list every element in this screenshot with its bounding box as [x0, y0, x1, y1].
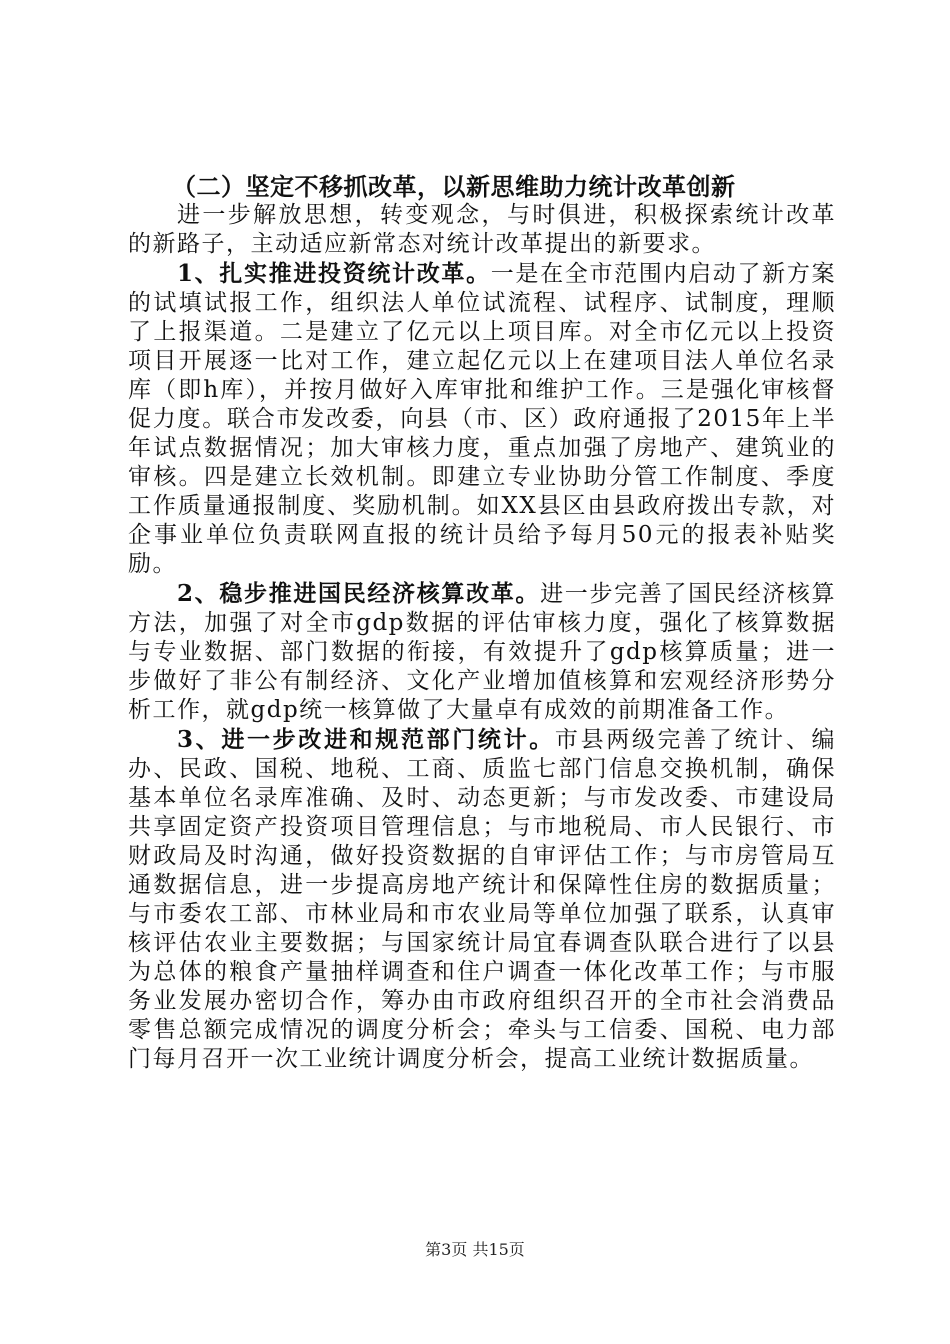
paragraph-department-statistics — [128, 725, 836, 1074]
paragraph-body: 进一步完善了国民经济核算方法，加强了对全市gdp数据的评估审核力度，强化了核算数据与专业数据、部门数据的衔接，有效提升了gdp核算质量；进一步做好了非公有制经济、文化产业增加值核算和宏观经济形势分析工作，就gdp统一核算做了大量卓有成效的前期准备工作。 — [128, 581, 836, 723]
intro-paragraph: 进一步解放思想，转变观念，与时俱进，积极探索统计改革的新路子，主动适应新常态对统计改革提出的新要求。 — [128, 202, 836, 257]
paragraph-title: 2、稳步推进国民经济核算改革。 — [177, 580, 541, 607]
paragraph-body: 市县两级完善了统计、编办、民政、国税、地税、工商、质监七部门信息交换机制，确保基本单位名录库准确、及时、动态更新；与市发改委、市建设局共享固定资产投资项目管理信息；与市地税局、市人民银行、市财政局及时沟通，做好投资数据的自审评估工作；与市房管局互通数据信息，进一步提高房地产统计和保障性住房的数据质量；与市委农工部、市林业局和市农业局等单位加强了联系，认真审核评估农业主要数据；与国家统计局宜春调查队联合进行了以县为总体的粮食产量抽样调查和住户调查一体化改革工作；与市服务业发展办密切合作，筹办由市政府组织召开的全市社会消费品零售总额完成情况的调度分析会；牵头与工信委、国税、电力部门每月召开一次工业统计调度分析会，提高工业统计数据质量。 — [128, 727, 837, 1072]
section-heading: （二）坚定不移抓改革，以新思维助力统计改革创新 — [172, 172, 736, 201]
paragraph-body: 一是在全市范围内启动了新方案的试填试报工作，组织法人单位试流程、试程序、试制度，理顺了上报渠道。二是建立了亿元以上项目库。对全市亿元以上投资项目开展逐一比对工作，建立起亿元以上在建项目法人单位名录库（即h库），并按月做好入库审批和维护工作。三是强化审核督促力度。联合市发改委，向县（市、区）政府通报了2015年上半年试点数据情况；加大审核力度，重点加强了房地产、建筑业的审核。四是建立长效机制。即建立专业协助分管工作制度、季度工作质量通报制度、奖励机制。如XX县区由县政府拨出专款，对企事业单位负责联网直报的统计员给予每月50元的报表补贴奖励。 — [128, 261, 836, 577]
document-body — [128, 172, 836, 1074]
paragraph-title: 1、扎实推进投资统计改革。 — [177, 260, 491, 287]
page-number-footer: 第3页 共15页 — [425, 1240, 525, 1259]
paragraph-investment-reform — [128, 259, 836, 579]
paragraph-national-accounts-reform — [128, 579, 836, 725]
paragraph-title: 3、进一步改进和规范部门统计。 — [177, 726, 555, 753]
